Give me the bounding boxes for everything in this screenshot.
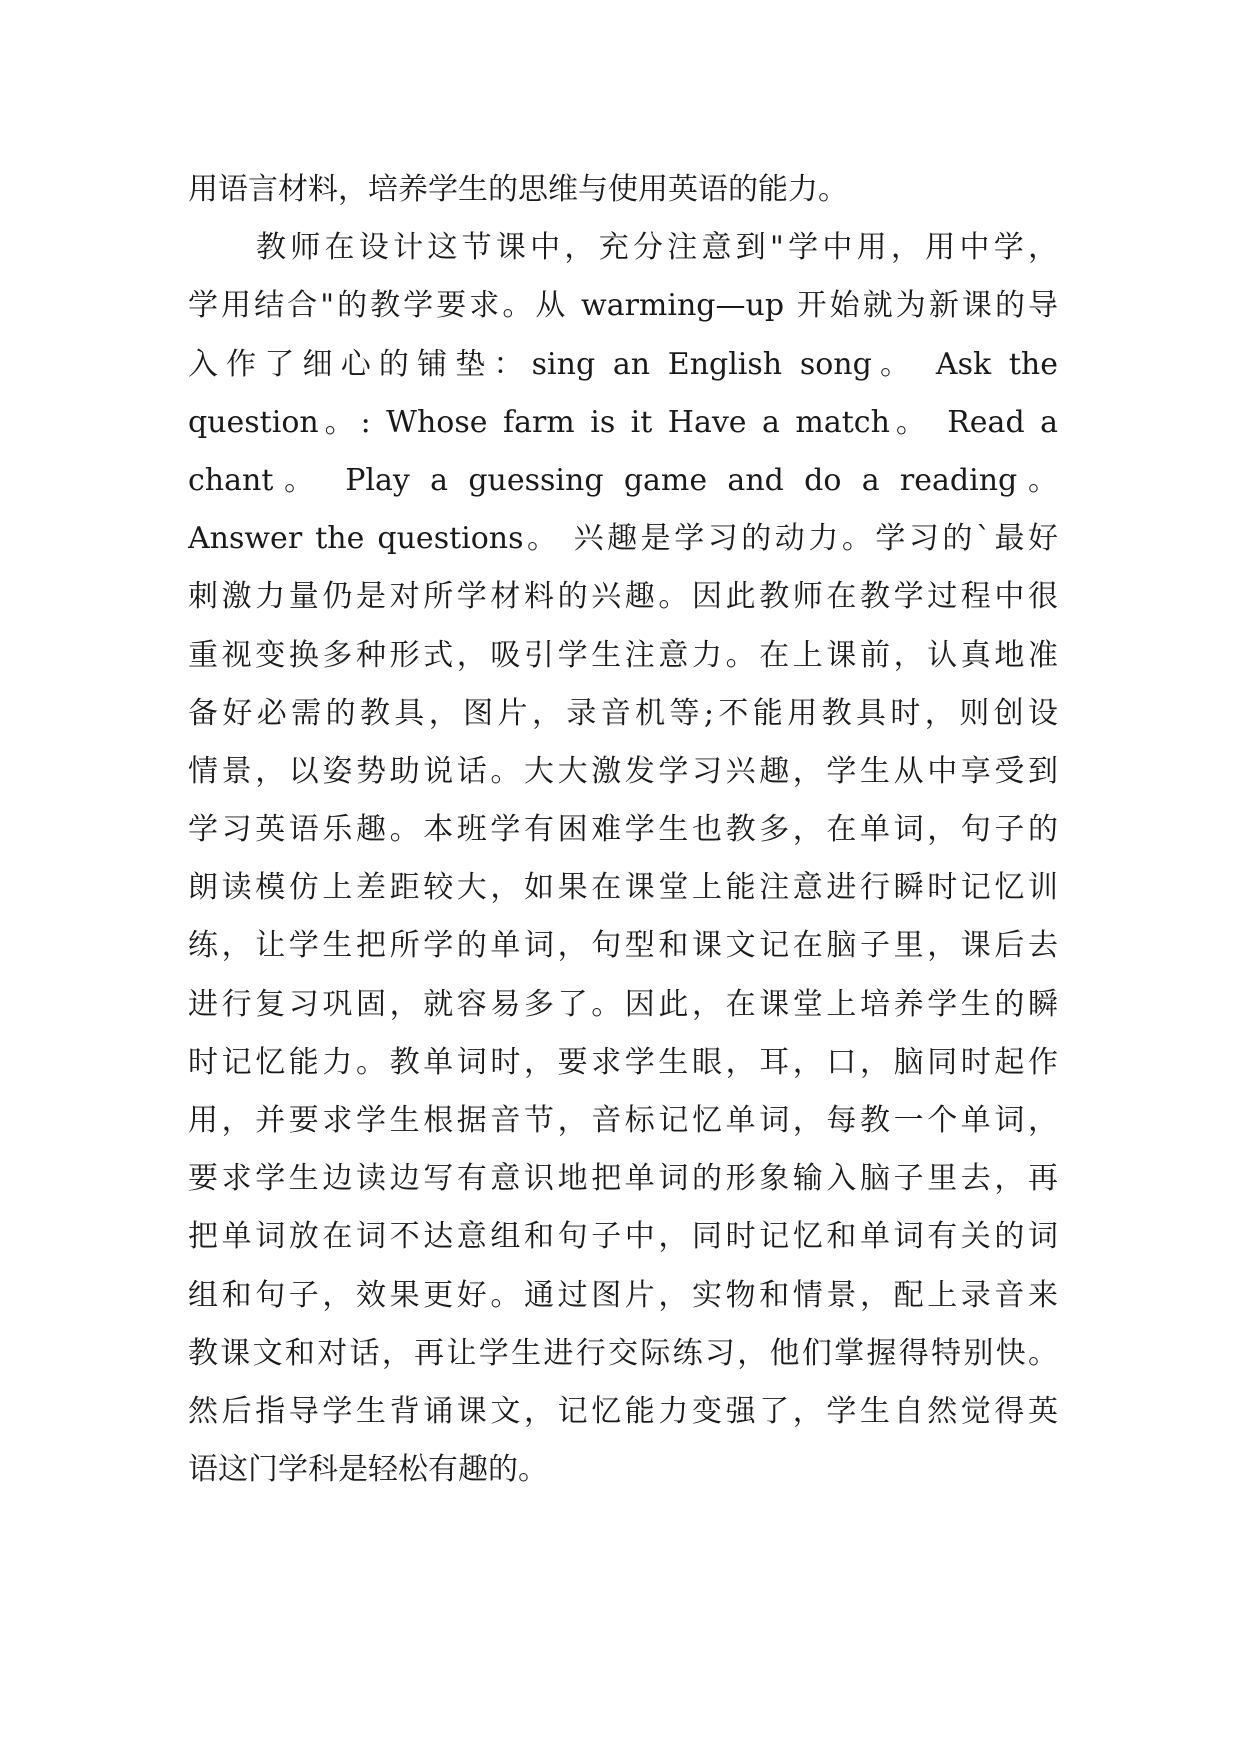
paragraph-first-line: 教师在设计这节课中，充分注意到"学中用，用中学， — [256, 230, 1058, 266]
text-line: 练，让学生把所学的单词，句型和课文记在脑子里，课后去 — [188, 928, 1058, 964]
text-line: 组和句子，效果更好。通过图片，实物和情景，配上录音来 — [188, 1277, 1058, 1313]
text-line: chant。 Play a guessing game and do a reading。 — [188, 462, 1058, 498]
text-line: 入作了细心的铺垫：sing an English song。 Ask the — [188, 346, 1058, 382]
text-line: Answer the questions。 兴趣是学习的动力。学习的`最好 — [188, 521, 1058, 557]
text-line: 用语言材料，培养学生的思维与使用英语的能力。 — [188, 172, 848, 207]
text-line: 进行复习巩固，就容易多了。因此，在课堂上培养学生的瞬 — [188, 986, 1058, 1022]
text-line: 刺激力量仍是对所学材料的兴趣。因此教师在教学过程中很 — [188, 579, 1058, 615]
text-line: 然后指导学生背诵课文，记忆能力变强了，学生自然觉得英 — [188, 1393, 1058, 1429]
text-line: 情景，以姿势助说话。大大激发学习兴趣，学生从中享受到 — [188, 753, 1058, 789]
text-line: 时记忆能力。教单词时，要求学生眼，耳，口，脑同时起作 — [188, 1044, 1058, 1080]
text-line: 朗读模仿上差距较大，如果在课堂上能注意进行瞬时记忆训 — [188, 870, 1058, 906]
text-line: 教课文和对话，再让学生进行交际练习，他们掌握得特别快。 — [188, 1335, 1058, 1371]
text-line: 学习英语乐趣。本班学有困难学生也教多，在单词，句子的 — [188, 812, 1058, 848]
text-line: 重视变换多种形式，吸引学生注意力。在上课前，认真地准 — [188, 637, 1058, 673]
text-line: 把单词放在词不达意组和句子中，同时记忆和单词有关的词 — [188, 1219, 1058, 1255]
text-line: question。: Whose farm is it Have a match。 Read a — [188, 404, 1058, 440]
body-text — [188, 161, 1058, 1499]
text-line: 要求学生边读边写有意识地把单词的形象输入脑子里去，再 — [188, 1161, 1058, 1197]
text-line: 语这门学科是轻松有趣的。 — [188, 1452, 548, 1488]
text-line: 备好必需的教具，图片，录音机等;不能用教具时，则创设 — [188, 695, 1058, 731]
text-line: 用，并要求学生根据音节，音标记忆单词，每教一个单词， — [188, 1103, 1058, 1138]
text-line: 学用结合"的教学要求。从 warming—up 开始就为新课的导 — [188, 288, 1058, 324]
